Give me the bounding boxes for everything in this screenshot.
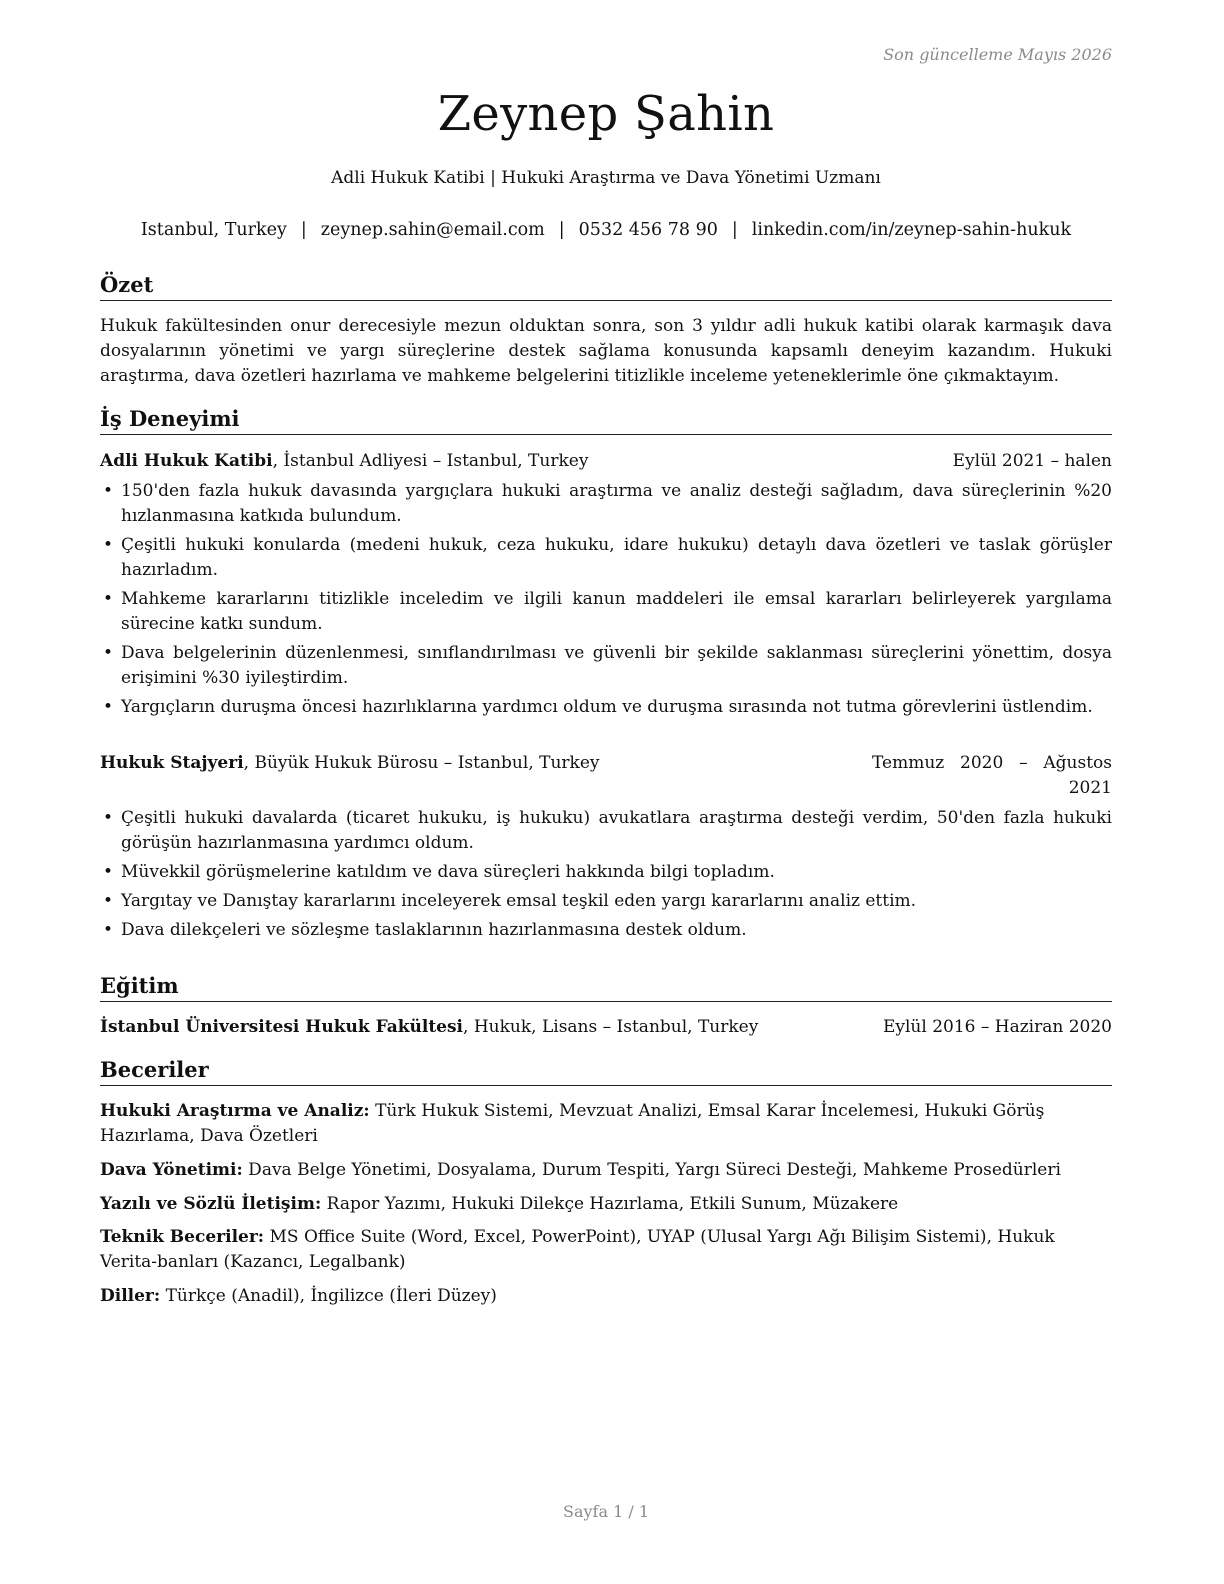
job-bullet-list <box>100 479 1112 724</box>
contact-email[interactable]: zeynep.sahin@email.com <box>320 220 545 240</box>
bullet-text: Müvekkil görüşmelerine katıldım ve dava süreçleri hakkında bilgi topladım. <box>121 862 775 882</box>
education-line <box>100 1015 758 1040</box>
bullet-icon: • <box>103 891 114 911</box>
contact-separator: | <box>731 220 738 240</box>
contact-phone: 0532 456 78 90 <box>578 220 718 240</box>
bullet-icon: • <box>103 643 114 663</box>
skill-entry <box>100 1225 1112 1275</box>
list-item <box>100 641 1112 691</box>
skill-label: Yazılı ve Sözlü İletişim: <box>100 1194 322 1214</box>
job-dates: Temmuz 2020 – Ağustos 2021 <box>872 753 1112 798</box>
job-bullet-list <box>100 806 1112 947</box>
skill-value: Dava Belge Yönetimi, Dosyalama, Durum Tespiti, Yargı Süreci Desteği, Mahkeme Prosedürleri <box>242 1160 1061 1180</box>
bullet-icon: • <box>103 920 114 940</box>
skill-label: Dava Yönetimi: <box>100 1160 243 1180</box>
last-updated-note: Son güncelleme Mayıs 2026 <box>883 45 1112 64</box>
list-item <box>100 860 1112 885</box>
skills-heading: Beceriler <box>100 1057 1112 1086</box>
summary-text: Hukuk fakültesinden onur derecesiyle mezun olduktan sonra, son 3 yıldır adli hukuk katibi olarak karmaşık dava dosyalarının yönetimi ve yargı süreçlerine destek sağlama konusunda kapsamlı deneyim kazandım. Hukuki araştırma, dava özetleri hazırlama ve mahkeme belgelerini titizlikle inceleme yeteneklerimle öne çıkmaktayım. <box>100 316 1112 386</box>
skill-label: Hukuki Araştırma ve Analiz: <box>100 1101 370 1121</box>
job-header <box>100 449 1112 474</box>
education-entry <box>100 1015 1112 1040</box>
resume-page <box>100 0 1112 1584</box>
job-organization: , Büyük Hukuk Bürosu – Istanbul, Turkey <box>243 753 600 773</box>
bullet-text: 150'den fazla hukuk davasında yargıçlara hukuki araştırma ve analiz desteği sağladım, dava süreçlerinin %20 hızlanmasına katkıda bulundum. <box>121 481 1112 526</box>
skill-value: Rapor Yazımı, Hukuki Dilekçe Hazırlama, Etkili Sunum, Müzakere <box>321 1194 899 1214</box>
bullet-icon: • <box>103 535 114 555</box>
bullet-text: Yargıtay ve Danıştay kararlarını inceleyerek emsal teşkil eden yargı kararlarını analiz ettim. <box>121 891 917 911</box>
job-organization: , İstanbul Adliyesi – Istanbul, Turkey <box>272 451 589 471</box>
list-item <box>100 806 1112 856</box>
education-dates: Eylül 2016 – Haziran 2020 <box>882 1017 1112 1037</box>
skill-label: Teknik Beceriler: <box>100 1227 265 1247</box>
contact-linkedin[interactable]: linkedin.com/in/zeynep-sahin-hukuk <box>751 220 1072 240</box>
contact-separator: | <box>558 220 565 240</box>
candidate-title: Adli Hukuk Katibi | Hukuki Araştırma ve Dava Yönetimi Uzmanı <box>331 168 881 188</box>
contact-location: Istanbul, Turkey <box>140 220 287 240</box>
bullet-icon: • <box>103 862 114 882</box>
bullet-icon: • <box>103 589 114 609</box>
bullet-icon: • <box>103 808 114 828</box>
bullet-text: Mahkeme kararlarını titizlikle inceledim ve ilgili kanun maddeleri ile emsal kararları belirleyerek yargılama sürecine katkı sundum. <box>121 589 1112 634</box>
skill-value: Türkçe (Anadil), İngilizce (İleri Düzey) <box>160 1286 497 1306</box>
skill-label: Diller: <box>100 1286 161 1306</box>
bullet-text: Dava dilekçeleri ve sözleşme taslaklarının hazırlanmasına destek oldum. <box>121 920 747 940</box>
school-name: İstanbul Üniversitesi Hukuk Fakültesi <box>100 1017 464 1037</box>
skill-entry <box>100 1192 1112 1217</box>
job-title-line <box>100 751 600 776</box>
bullet-icon: • <box>103 697 114 717</box>
candidate-name: Zeynep Şahin <box>437 86 775 142</box>
education-detail: , Hukuk, Lisans – Istanbul, Turkey <box>463 1017 759 1037</box>
list-item <box>100 695 1112 720</box>
list-item <box>100 479 1112 529</box>
summary-heading: Özet <box>100 272 1112 301</box>
experience-heading: İş Deneyimi <box>100 406 1112 435</box>
list-item <box>100 533 1112 583</box>
education-heading: Eğitim <box>100 973 1112 1002</box>
list-item <box>100 918 1112 943</box>
skill-entry <box>100 1158 1112 1183</box>
skill-value: Türk Hukuk Sistemi, Mevzuat Analizi, Emsal Karar İncelemesi, Hukuki Görüş Hazırlama, Dava Özetleri <box>100 1101 1045 1146</box>
job-header <box>100 751 1112 801</box>
job-title-line <box>100 449 588 474</box>
bullet-text: Yargıçların duruşma öncesi hazırlıklarına yardımcı oldum ve duruşma sırasında not tutma görevlerini üstlendim. <box>121 697 1093 717</box>
bullet-text: Çeşitli hukuki davalarda (ticaret hukuku, iş hukuku) avukatlara araştırma desteği verdim, 50'den fazla hukuki görüşün hazırlanmasına yardımcı oldum. <box>121 808 1112 853</box>
job-role: Adli Hukuk Katibi <box>100 451 273 471</box>
contact-line <box>100 220 1112 240</box>
job-role: Hukuk Stajyeri <box>100 753 244 773</box>
skill-entry <box>100 1284 1112 1309</box>
bullet-text: Çeşitli hukuki konularda (medeni hukuk, ceza hukuku, idare hukuku) detaylı dava özetleri ve taslak görüşler hazırladım. <box>121 535 1112 580</box>
job-dates: Eylül 2021 – halen <box>952 451 1112 471</box>
skill-entry <box>100 1099 1112 1149</box>
skill-value: MS Office Suite (Word, Excel, PowerPoint), UYAP (Ulusal Yargı Ağı Bilişim Sistemi), Hukuk Verita-banları (Kazancı, Legalbank) <box>100 1227 1055 1272</box>
list-item <box>100 889 1112 914</box>
contact-separator: | <box>300 220 307 240</box>
page-number: Sayfa 1 / 1 <box>562 1502 649 1521</box>
list-item <box>100 587 1112 637</box>
bullet-icon: • <box>103 481 114 501</box>
bullet-text: Dava belgelerinin düzenlenmesi, sınıflandırılması ve güvenli bir şekilde saklanması süreçlerini yönettim, dosya erişimini %30 iyileştirdim. <box>121 643 1112 688</box>
